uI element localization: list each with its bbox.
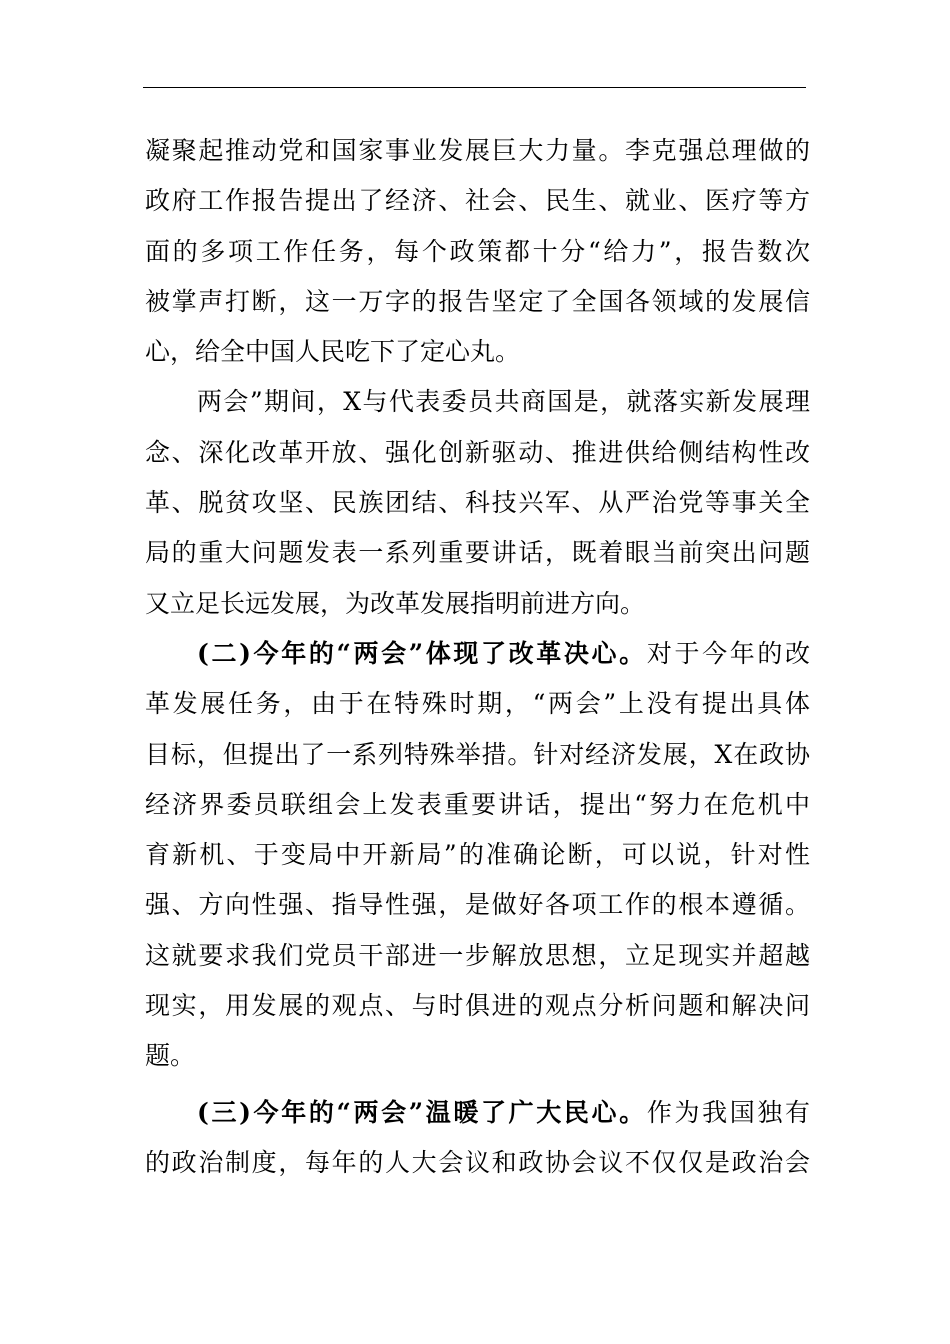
text-run: 对于今年的改 — [646, 638, 810, 668]
text-line: 强、方向性强、指导性强，是做好各项工作的根本遵循。 — [145, 890, 810, 920]
text-line: 革、脱贫攻坚、民族团结、科技兴军、从严治党等事关全 — [145, 488, 810, 518]
text-line: 又立足长远发展，为改革发展指明前进方向。 — [145, 588, 646, 618]
text-line: 心，给全中国人民吃下了定心丸。 — [145, 337, 521, 367]
paragraph-3 — [145, 629, 810, 1082]
text-line: 这就要求我们党员干部进一步解放思想，立足现实并超越 — [145, 940, 810, 970]
paragraph-1 — [145, 126, 810, 377]
text-line: 局的重大问题发表一系列重要讲话，既着眼当前突出问题 — [145, 538, 810, 568]
text-line: 题。 — [145, 1041, 196, 1071]
document-body — [145, 126, 810, 1188]
text-line: 被掌声打断，这一万字的报告坚定了全国各领域的发展信 — [145, 286, 810, 316]
text-line: 目标，但提出了一系列特殊举措。针对经济发展，X在政协 — [145, 739, 810, 769]
paragraph-4 — [145, 1088, 810, 1189]
text-line: 念、深化改革开放、强化创新驱动、推进供给侧结构性改 — [145, 437, 810, 467]
text-line: 育新机、于变局中开新局”的准确论断，可以说，针对性 — [145, 840, 810, 870]
section-heading-3: (三)今年的“两会”温暖了广大民心。 — [197, 1097, 647, 1127]
text-line: 面的多项工作任务，每个政策都十分“给力”，报告数次 — [145, 236, 810, 266]
text-line: 的政治制度，每年的人大会议和政协会议不仅仅是政治会 — [145, 1147, 810, 1177]
section-heading-2: (二)今年的“两会”体现了改革决心。 — [197, 638, 647, 668]
paragraph-2 — [145, 377, 810, 628]
header-rule — [143, 87, 806, 88]
text-line: 凝聚起推动党和国家事业发展巨大力量。李克强总理做的 — [145, 136, 810, 165]
text-line: 现实，用发展的观点、与时俱进的观点分析问题和解决问 — [145, 991, 810, 1021]
text-line — [145, 1088, 810, 1138]
text-line: 革发展任务，由于在特殊时期，“两会”上没有提出具体 — [145, 689, 810, 719]
text-line: 两会”期间，X与代表委员共商国是，就落实新发展理 — [197, 387, 810, 417]
text-line — [145, 629, 810, 679]
text-line: 政府工作报告提出了经济、社会、民生、就业、医疗等方 — [145, 186, 810, 216]
text-run: 作为我国独有 — [646, 1097, 810, 1127]
text-line: 经济界委员联组会上发表重要讲话，提出“努力在危机中 — [145, 789, 810, 819]
